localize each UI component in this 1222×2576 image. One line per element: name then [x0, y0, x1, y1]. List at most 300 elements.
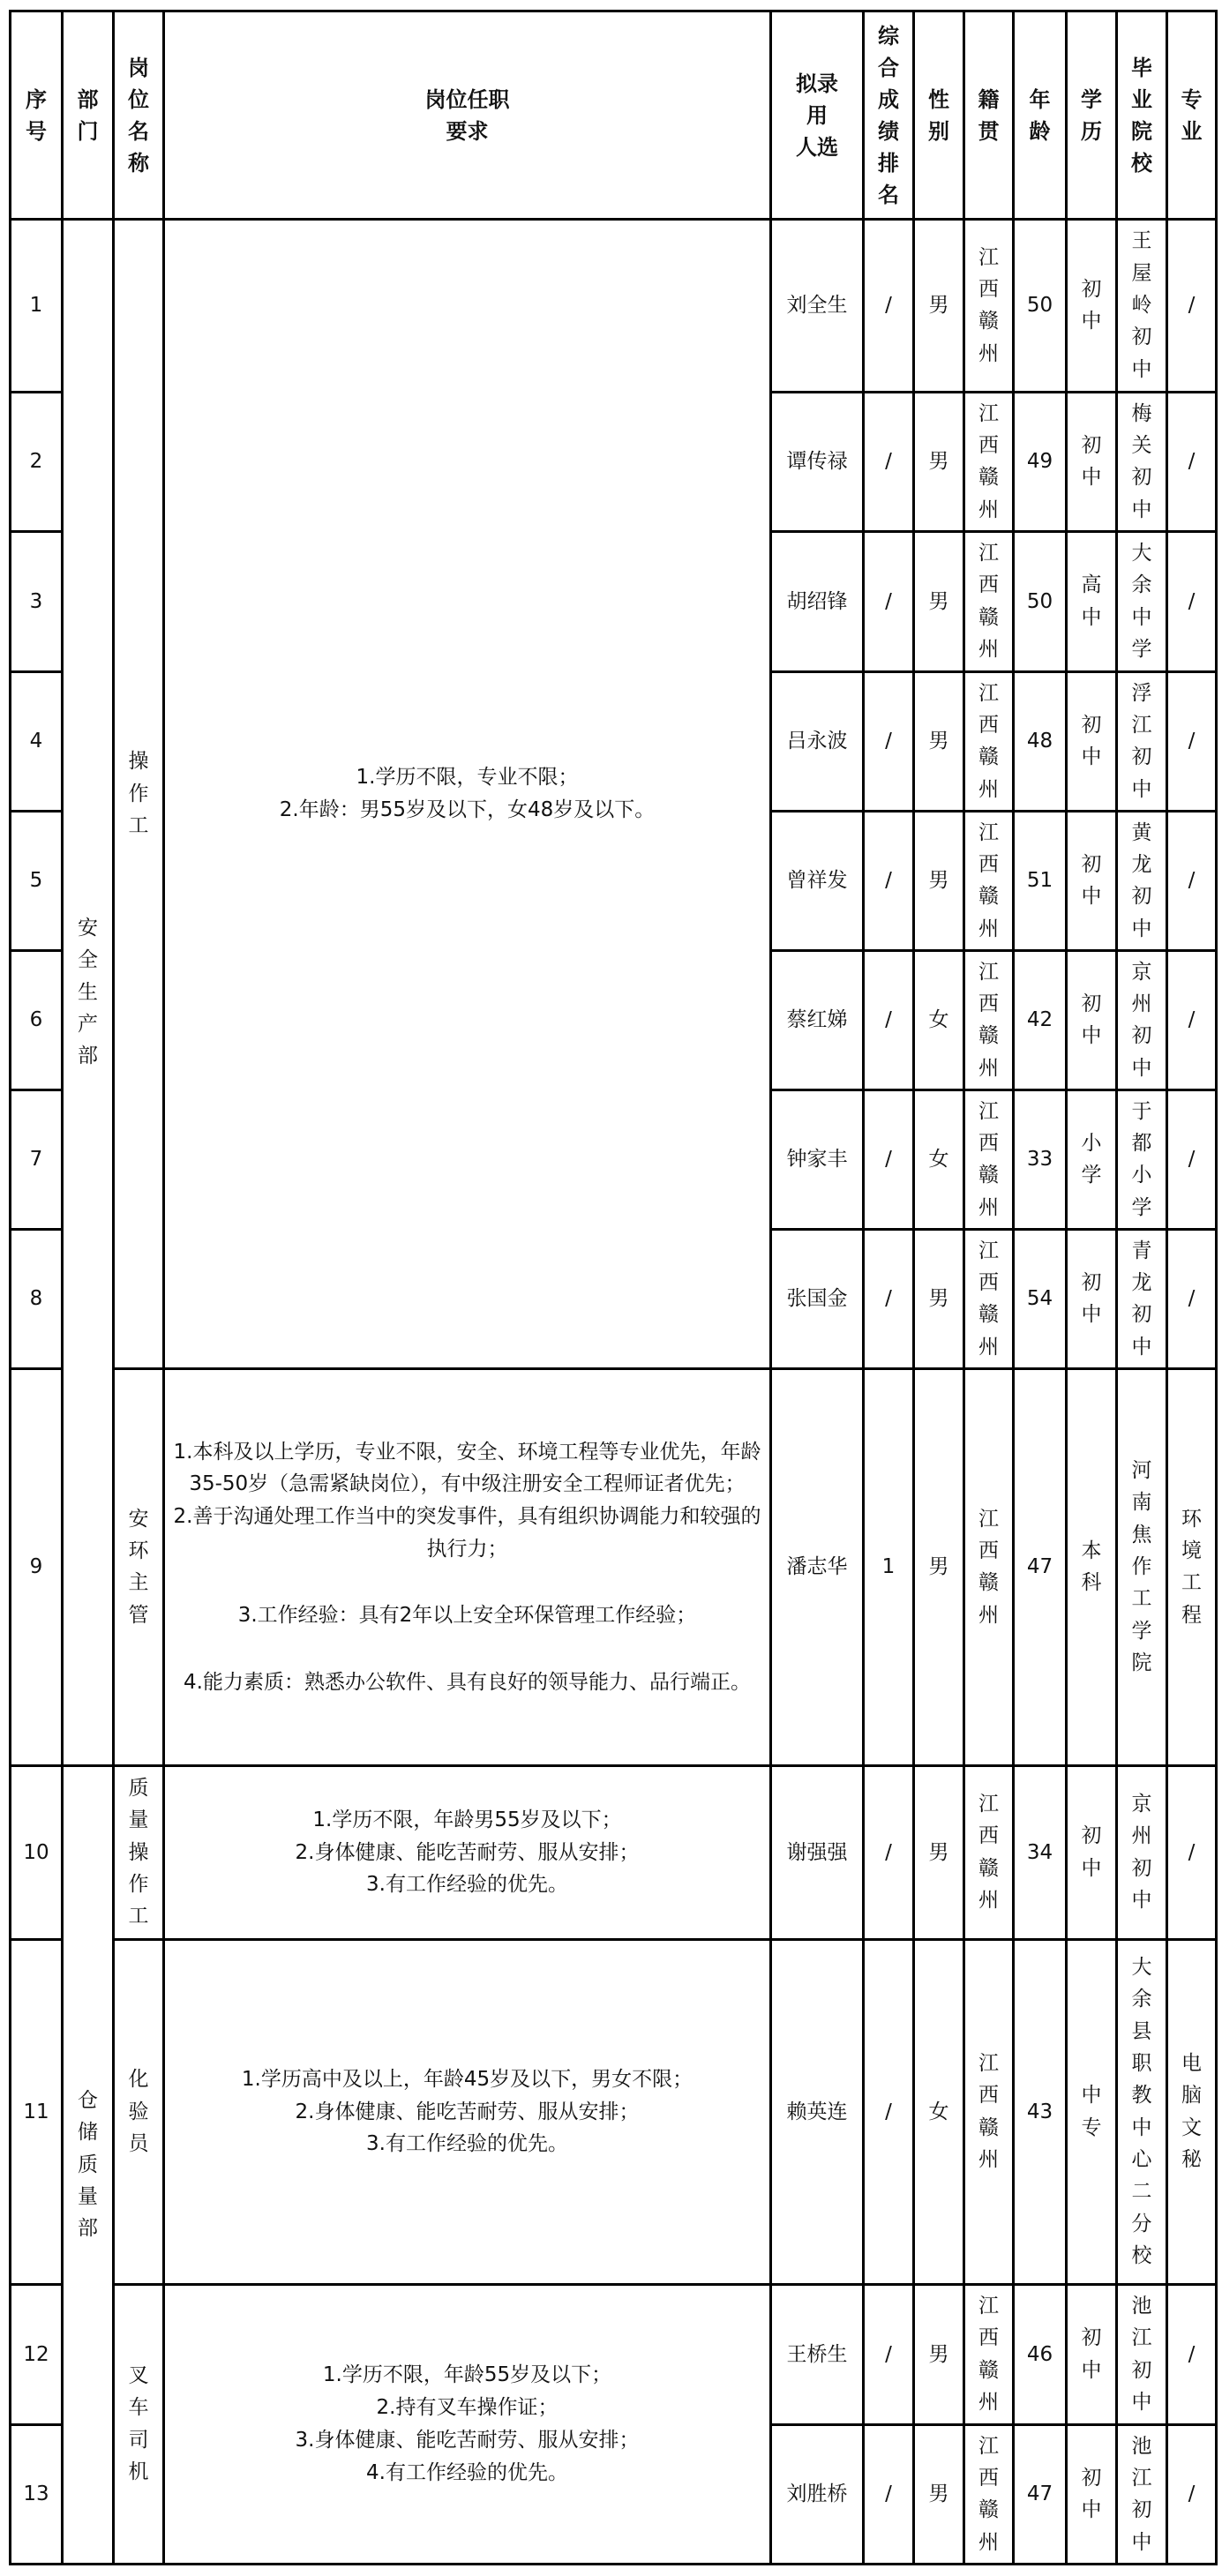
seq-cell-text: 13 [23, 2482, 49, 2506]
dept-cell [63, 1766, 114, 2565]
major-cell [1167, 1090, 1217, 1230]
rank-cell-text: / [885, 1287, 892, 1311]
rank-cell-text: / [885, 730, 892, 753]
education-cell [1067, 220, 1117, 393]
seq-cell [11, 2425, 63, 2565]
seq-cell [11, 1230, 63, 1369]
candidate-name-cell [771, 1766, 864, 1940]
requirement-line: 3.工作经验：具有2年以上安全环保管理工作经验； [237, 1604, 697, 1628]
paragraph-gap [165, 1566, 769, 1600]
origin-cell [964, 1369, 1014, 1766]
candidate-name-cell-text: 刘全生 [786, 294, 848, 318]
seq-cell [11, 532, 63, 672]
gender-cell [914, 532, 964, 672]
requirement-line: 2.持有叉车操作证； [376, 2396, 559, 2420]
school-cell-text: 池江初中 [1131, 2295, 1152, 2415]
origin-cell-text: 江西赣州 [978, 1239, 999, 1359]
seq-cell-text: 5 [29, 869, 43, 893]
header-origin [964, 11, 1014, 220]
roster-body [11, 220, 1217, 2565]
candidate-name-cell-text: 刘胜桥 [786, 2482, 848, 2506]
rank-cell [864, 2425, 914, 2565]
candidate-name-cell-text: 赖英连 [786, 2100, 848, 2123]
major-cell [1167, 672, 1217, 812]
header-education-label: 学历 [1080, 86, 1102, 144]
school-cell-text: 京州初中 [1131, 960, 1152, 1080]
gender-cell [914, 2425, 964, 2565]
candidate-name-cell [771, 393, 864, 532]
origin-cell-text: 江西赣州 [978, 1507, 999, 1627]
school-cell [1117, 812, 1167, 951]
requirement-line: 4.有工作经验的优先。 [366, 2460, 568, 2484]
header-dept-label: 部门 [77, 86, 99, 144]
rank-cell [864, 672, 914, 812]
major-cell [1167, 532, 1217, 672]
major-cell [1167, 2425, 1217, 2565]
requirement-line: 3.有工作经验的优先。 [366, 1873, 568, 1897]
school-cell-text: 黄龙初中 [1131, 820, 1152, 940]
requirements-cell [164, 2285, 771, 2565]
age-cell-text: 54 [1026, 1287, 1053, 1311]
education-cell-text: 初中 [1081, 713, 1102, 769]
candidate-name-cell-text: 谢强强 [786, 1840, 848, 1864]
rank-cell [864, 220, 914, 393]
requirement-line: 2.年龄：男55岁及以下，女48岁及以下。 [279, 798, 656, 821]
school-cell-text: 大余中学 [1131, 542, 1152, 662]
candidate-name-cell [771, 672, 864, 812]
requirement-line: 1.学历不限，年龄55岁及以下； [322, 2363, 612, 2387]
major-cell-text: 电脑文秘 [1181, 2052, 1202, 2172]
candidate-name-cell [771, 1940, 864, 2285]
education-cell-text: 初中 [1081, 992, 1102, 1048]
candidate-name-cell-text: 张国金 [786, 1287, 848, 1311]
gender-cell-text: 男 [928, 450, 949, 474]
age-cell [1014, 812, 1067, 951]
candidate-name-cell [771, 2425, 864, 2565]
education-cell [1067, 2285, 1117, 2425]
school-cell [1117, 2425, 1167, 2565]
position-cell [114, 2285, 164, 2565]
rank-cell-text: 1 [881, 1555, 896, 1579]
origin-cell [964, 220, 1014, 393]
education-cell-text: 初中 [1081, 433, 1102, 490]
candidate-name-cell [771, 532, 864, 672]
seq-cell [11, 220, 63, 393]
major-cell-text: / [1188, 1287, 1196, 1311]
rank-cell-text: / [885, 2482, 892, 2506]
education-cell [1067, 1766, 1117, 1940]
gender-cell-text: 男 [928, 294, 949, 318]
header-age [1014, 11, 1067, 220]
education-cell-text: 小学 [1081, 1131, 1102, 1187]
candidate-name-cell [771, 812, 864, 951]
header-rank [864, 11, 914, 220]
requirement-line: 1.学历不限，年龄男55岁及以下； [312, 1808, 622, 1831]
rank-cell-text: / [885, 869, 892, 893]
age-cell-text: 43 [1026, 2100, 1053, 2123]
seq-cell-text: 12 [23, 2342, 49, 2366]
origin-cell [964, 2285, 1014, 2425]
header-requirements-line2: 要求 [446, 118, 489, 144]
header-seq-label: 序号 [25, 86, 47, 144]
major-cell [1167, 812, 1217, 951]
major-cell-text: / [1188, 2342, 1196, 2366]
origin-cell-text: 江西赣州 [978, 820, 999, 940]
age-cell-text: 51 [1026, 869, 1053, 893]
gender-cell [914, 1766, 964, 1940]
origin-cell-text: 江西赣州 [978, 681, 999, 801]
major-cell [1167, 1766, 1217, 1940]
education-cell [1067, 812, 1117, 951]
age-cell-text: 34 [1026, 1840, 1053, 1864]
gender-cell-text: 女 [928, 1008, 949, 1032]
gender-cell [914, 672, 964, 812]
position-name: 安环主管 [128, 1507, 149, 1627]
position-cell [114, 220, 164, 1369]
rank-cell [864, 951, 914, 1090]
candidate-name-cell-text: 蔡红娣 [786, 1008, 848, 1032]
education-cell-text: 初中 [1081, 2326, 1102, 2382]
origin-cell [964, 951, 1014, 1090]
candidate-name-cell [771, 1230, 864, 1369]
rank-cell-text: / [885, 2100, 892, 2123]
gender-cell-text: 男 [928, 2342, 949, 2366]
candidate-name-cell [771, 1090, 864, 1230]
school-cell-text: 大余县职教中心二分校 [1131, 1956, 1152, 2268]
age-cell [1014, 1766, 1067, 1940]
requirement-line: 2.身体健康、能吃苦耐劳、服从安排； [295, 2100, 640, 2123]
candidate-name-cell-text: 王桥生 [786, 2342, 848, 2366]
table-row [11, 220, 1217, 393]
candidate-name-cell-text: 吕永波 [786, 730, 848, 753]
school-cell-text: 河南焦作工学院 [1131, 1459, 1152, 1675]
age-cell [1014, 1940, 1067, 2285]
requirements-cell [164, 1766, 771, 1940]
seq-cell-text: 2 [29, 450, 43, 474]
dept-cell [63, 220, 114, 1766]
major-cell-text: / [1188, 1148, 1196, 1172]
gender-cell-text: 男 [928, 1287, 949, 1311]
candidate-name-cell [771, 951, 864, 1090]
seq-cell [11, 1369, 63, 1766]
candidate-name-cell-text: 潘志华 [786, 1555, 848, 1579]
rank-cell [864, 812, 914, 951]
education-cell [1067, 672, 1117, 812]
rank-cell-text: / [885, 1008, 892, 1032]
education-cell [1067, 2425, 1117, 2565]
gender-cell-text: 男 [928, 1840, 949, 1864]
rank-cell-text: / [885, 1148, 892, 1172]
position-name: 质量操作工 [128, 1776, 149, 1928]
school-cell-text: 青龙初中 [1131, 1239, 1152, 1359]
rank-cell-text: / [885, 589, 892, 613]
education-cell-text: 初中 [1081, 1270, 1102, 1327]
requirements-cell [164, 1940, 771, 2285]
major-cell [1167, 951, 1217, 1090]
origin-cell-text: 江西赣州 [978, 1099, 999, 1219]
header-education [1067, 11, 1117, 220]
header-candidate-line2: 用 [806, 102, 828, 128]
origin-cell-text: 江西赣州 [978, 2052, 999, 2172]
age-cell [1014, 951, 1067, 1090]
school-cell [1117, 532, 1167, 672]
major-cell [1167, 1940, 1217, 2285]
header-candidate-line1: 拟录 [796, 71, 838, 96]
rank-cell [864, 1940, 914, 2285]
rank-cell-text: / [885, 2342, 892, 2366]
candidate-name-cell-text: 曾祥发 [786, 869, 848, 893]
rank-cell-text: / [885, 294, 892, 318]
rank-cell [864, 2285, 914, 2425]
education-cell [1067, 951, 1117, 1090]
header-school-label: 毕业院校 [1130, 55, 1152, 176]
gender-cell [914, 393, 964, 532]
school-cell-text: 王屋岭初中 [1131, 229, 1152, 381]
school-cell-text: 京州初中 [1131, 1793, 1152, 1913]
major-cell-text: / [1188, 2482, 1196, 2506]
origin-cell [964, 2425, 1014, 2565]
header-gender [914, 11, 964, 220]
position-name: 操作工 [128, 750, 149, 837]
age-cell [1014, 2425, 1067, 2565]
header-major-label: 专业 [1181, 86, 1203, 144]
major-cell [1167, 1369, 1217, 1766]
header-age-label: 年龄 [1029, 86, 1051, 144]
paragraph-gap [165, 1632, 769, 1666]
requirement-line: 4.能力素质：熟悉办公软件、具有良好的领导能力、品行端正。 [184, 1670, 751, 1694]
requirement-line: 3.身体健康、能吃苦耐劳、服从安排； [295, 2429, 640, 2452]
header-requirements-line1: 岗位任职 [424, 86, 510, 112]
table-row [11, 1766, 1217, 1940]
education-cell-text: 初中 [1081, 852, 1102, 909]
rank-cell [864, 1766, 914, 1940]
requirement-line: 1.本科及以上学历，专业不限，安全、环境工程等专业优先，年龄35-50岁（急需紧缺岗位），有中级注册安全工程师证者优先； [173, 1440, 761, 1496]
header-origin-label: 籍贯 [978, 86, 1000, 144]
gender-cell [914, 951, 964, 1090]
origin-cell-text: 江西赣州 [978, 401, 999, 521]
requirements-cell [164, 220, 771, 1369]
requirement-line: 1.学历不限，专业不限； [356, 766, 579, 790]
seq-cell-text: 9 [29, 1555, 43, 1579]
seq-cell-text: 8 [29, 1287, 43, 1311]
seq-cell-text: 4 [29, 730, 43, 753]
header-major [1167, 11, 1217, 220]
age-cell-text: 48 [1026, 730, 1053, 753]
gender-cell-text: 女 [928, 2100, 949, 2123]
age-cell-text: 33 [1026, 1148, 1053, 1172]
header-position-label: 岗位名称 [127, 55, 149, 176]
major-cell [1167, 2285, 1217, 2425]
origin-cell-text: 江西赣州 [978, 1793, 999, 1913]
major-cell-text: / [1188, 869, 1196, 893]
major-cell [1167, 1230, 1217, 1369]
age-cell [1014, 220, 1067, 393]
major-cell-text: 环境工程 [1181, 1507, 1202, 1627]
candidate-name-cell [771, 220, 864, 393]
seq-cell [11, 2285, 63, 2425]
header-position [114, 11, 164, 220]
origin-cell-text: 江西赣州 [978, 960, 999, 1080]
major-cell-text: / [1188, 1840, 1196, 1864]
candidate-name-cell [771, 2285, 864, 2425]
rank-cell [864, 1090, 914, 1230]
origin-cell [964, 1090, 1014, 1230]
origin-cell-text: 江西赣州 [978, 2295, 999, 2415]
rank-cell [864, 532, 914, 672]
seq-cell-text: 6 [29, 1008, 43, 1032]
gender-cell-text: 男 [928, 1555, 949, 1579]
candidate-name-cell-text: 谭传禄 [786, 450, 848, 474]
school-cell [1117, 1940, 1167, 2285]
education-cell-text: 初中 [1081, 277, 1102, 333]
header-requirements [164, 11, 771, 220]
school-cell [1117, 1230, 1167, 1369]
header-candidate-line3: 人选 [796, 134, 838, 160]
seq-cell-text: 11 [23, 2100, 49, 2123]
candidate-roster-table [9, 10, 1218, 2565]
age-cell [1014, 672, 1067, 812]
school-cell [1117, 2285, 1167, 2425]
seq-cell [11, 1090, 63, 1230]
gender-cell-text: 男 [928, 730, 949, 753]
origin-cell [964, 672, 1014, 812]
major-cell-text: / [1188, 730, 1196, 753]
age-cell-text: 42 [1026, 1008, 1053, 1032]
origin-cell [964, 1940, 1014, 2285]
header-candidate [771, 11, 864, 220]
requirements-cell [164, 1369, 771, 1766]
position-name: 化验员 [128, 2068, 149, 2155]
major-cell [1167, 220, 1217, 393]
seq-cell [11, 1940, 63, 2285]
education-cell [1067, 532, 1117, 672]
origin-cell [964, 1766, 1014, 1940]
education-cell [1067, 1230, 1117, 1369]
position-name: 叉车司机 [128, 2364, 149, 2484]
education-cell-text: 初中 [1081, 2466, 1102, 2522]
table-row [11, 2285, 1217, 2425]
major-cell [1167, 393, 1217, 532]
education-cell-text: 初中 [1081, 1824, 1102, 1880]
education-cell-text: 中专 [1081, 2084, 1102, 2139]
dept-name: 安全生产部 [77, 916, 98, 1068]
age-cell [1014, 2285, 1067, 2425]
major-cell-text: / [1188, 589, 1196, 613]
dept-name: 仓储质量部 [77, 2088, 98, 2241]
header-gender-label: 性别 [927, 86, 949, 144]
candidate-name-cell-text: 钟家丰 [786, 1148, 848, 1172]
school-cell [1117, 220, 1167, 393]
position-cell [114, 1940, 164, 2285]
rank-cell [864, 1369, 914, 1766]
rank-cell-text: / [885, 450, 892, 474]
major-cell-text: / [1188, 450, 1196, 474]
header-row [11, 11, 1217, 220]
education-cell [1067, 1090, 1117, 1230]
age-cell-text: 50 [1026, 294, 1053, 318]
gender-cell-text: 男 [928, 2482, 949, 2506]
age-cell-text: 50 [1026, 589, 1053, 613]
requirement-line: 3.有工作经验的优先。 [366, 2132, 568, 2156]
education-cell [1067, 1940, 1117, 2285]
origin-cell-text: 江西赣州 [978, 2434, 999, 2554]
education-cell [1067, 1369, 1117, 1766]
gender-cell [914, 1369, 964, 1766]
seq-cell-text: 10 [23, 1840, 49, 1864]
age-cell [1014, 393, 1067, 532]
header-rank-label: 综合成绩排名 [877, 23, 899, 207]
requirement-line: 2.善于沟通处理工作当中的突发事件，具有组织协调能力和较强的执行力； [173, 1505, 761, 1561]
seq-cell [11, 951, 63, 1090]
seq-cell [11, 393, 63, 532]
age-cell-text: 46 [1026, 2342, 1053, 2366]
rank-cell [864, 1230, 914, 1369]
origin-cell [964, 812, 1014, 951]
gender-cell [914, 220, 964, 393]
gender-cell [914, 1940, 964, 2285]
major-cell-text: / [1188, 1008, 1196, 1032]
school-cell [1117, 672, 1167, 812]
gender-cell-text: 女 [928, 1148, 949, 1172]
table-row [11, 1940, 1217, 2285]
school-cell [1117, 1090, 1167, 1230]
candidate-name-cell [771, 1369, 864, 1766]
gender-cell [914, 2285, 964, 2425]
school-cell-text: 池江初中 [1131, 2434, 1152, 2554]
age-cell-text: 49 [1026, 450, 1053, 474]
age-cell-text: 47 [1026, 1555, 1053, 1579]
seq-cell-text: 1 [29, 294, 43, 318]
requirement-line: 1.学历高中及以上，年龄45岁及以下，男女不限； [241, 2067, 693, 2091]
gender-cell-text: 男 [928, 869, 949, 893]
education-cell [1067, 393, 1117, 532]
position-cell [114, 1766, 164, 1940]
school-cell-text: 于都小学 [1131, 1099, 1152, 1219]
rank-cell [864, 393, 914, 532]
origin-cell [964, 1230, 1014, 1369]
gender-cell [914, 1230, 964, 1369]
school-cell [1117, 1766, 1167, 1940]
school-cell [1117, 951, 1167, 1090]
origin-cell [964, 532, 1014, 672]
school-cell [1117, 393, 1167, 532]
gender-cell [914, 1090, 964, 1230]
gender-cell-text: 男 [928, 589, 949, 613]
gender-cell [914, 812, 964, 951]
seq-cell-text: 3 [29, 589, 43, 613]
education-cell-text: 高中 [1081, 573, 1102, 629]
candidate-name-cell-text: 胡绍锋 [786, 589, 848, 613]
seq-cell [11, 672, 63, 812]
age-cell-text: 47 [1026, 2482, 1053, 2506]
header-school [1117, 11, 1167, 220]
seq-cell [11, 812, 63, 951]
seq-cell [11, 1766, 63, 1940]
origin-cell [964, 393, 1014, 532]
seq-cell-text: 7 [29, 1148, 43, 1172]
age-cell [1014, 1369, 1067, 1766]
origin-cell-text: 江西赣州 [978, 245, 999, 365]
header-seq [11, 11, 63, 220]
major-cell-text: / [1188, 294, 1196, 318]
school-cell [1117, 1369, 1167, 1766]
age-cell [1014, 532, 1067, 672]
school-cell-text: 浮江初中 [1131, 681, 1152, 801]
school-cell-text: 梅关初中 [1131, 401, 1152, 521]
education-cell-text: 本科 [1081, 1539, 1102, 1595]
origin-cell-text: 江西赣州 [978, 542, 999, 662]
requirement-line: 2.身体健康、能吃苦耐劳、服从安排； [295, 1840, 640, 1864]
